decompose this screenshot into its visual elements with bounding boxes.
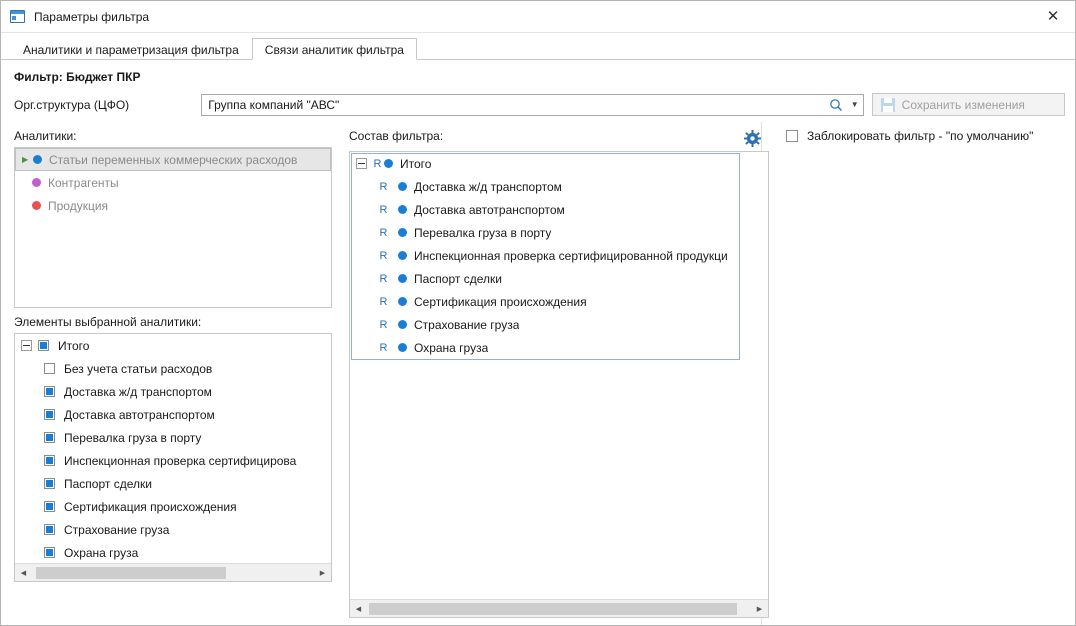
left-column	[14, 122, 332, 625]
elements-root-label: Итого	[58, 338, 90, 353]
save-disk-icon	[881, 98, 895, 112]
save-button-label: Сохранить изменения	[901, 97, 1025, 112]
composition-bullet-icon	[398, 343, 407, 352]
title-bar	[1, 1, 1075, 33]
list-item[interactable]	[15, 518, 331, 541]
composition-root-label: Итого	[400, 156, 432, 171]
composition-item-label: Доставка ж/д транспортом	[414, 179, 562, 194]
composition-item-label: Сертификация происхождения	[414, 294, 587, 309]
window-title: Параметры фильтра	[34, 9, 150, 24]
element-checkbox[interactable]	[44, 409, 55, 420]
element-checkbox[interactable]	[44, 547, 55, 558]
composition-bullet-icon	[398, 297, 407, 306]
relation-flag: R	[373, 157, 382, 170]
element-label: Перевалка груза в порту	[64, 430, 202, 445]
close-icon[interactable]: ✕	[1046, 8, 1060, 25]
tab-analytics-parametrization[interactable]: Аналитики и параметризация фильтра	[23, 43, 239, 57]
relation-flag: R	[379, 226, 388, 239]
analytics-item-contractors[interactable]	[15, 171, 331, 194]
composition-item-label: Охрана груза	[414, 340, 489, 355]
elements-panel[interactable]	[14, 333, 332, 582]
tab-analytics-links[interactable]: Связи аналитик фильтра	[252, 38, 417, 60]
middle-column	[349, 122, 769, 625]
list-item[interactable]	[350, 336, 768, 359]
analytics-item-label: Статьи переменных коммерческих расходов	[49, 152, 298, 167]
list-item[interactable]	[15, 380, 331, 403]
composition-header	[349, 122, 769, 151]
lock-filter-label: Заблокировать фильтр - "по умолчанию"	[807, 129, 1034, 143]
composition-item-label: Страхование груза	[414, 317, 520, 332]
analytics-label: Аналитики:	[14, 129, 77, 143]
list-item[interactable]	[350, 244, 768, 267]
element-label: Доставка автотранспортом	[64, 407, 215, 422]
element-label: Инспекционная проверка сертифицирова	[64, 453, 297, 468]
lock-filter-option[interactable]	[786, 129, 1075, 143]
element-label: Страхование груза	[64, 522, 170, 537]
scroll-right-icon[interactable]: ▶	[314, 565, 331, 581]
list-item[interactable]	[15, 449, 331, 472]
list-item[interactable]	[350, 267, 768, 290]
list-item[interactable]	[15, 541, 331, 564]
composition-item-label: Перевалка груза в порту	[414, 225, 552, 240]
elements-root-checkbox[interactable]	[38, 340, 49, 351]
chevron-down-icon[interactable]: ▼	[850, 100, 859, 109]
scroll-thumb[interactable]	[369, 603, 737, 615]
element-label: Без учета статьи расходов	[64, 361, 213, 376]
composition-panel[interactable]	[349, 151, 769, 618]
org-structure-value[interactable]: Группа компаний "АВС"	[208, 97, 340, 112]
element-label: Паспорт сделки	[64, 476, 152, 491]
relation-flag: R	[379, 180, 388, 193]
element-checkbox[interactable]	[44, 478, 55, 489]
relation-flag: R	[379, 341, 388, 354]
main-content	[1, 122, 1075, 625]
scroll-thumb[interactable]	[36, 567, 226, 579]
element-checkbox[interactable]	[44, 432, 55, 443]
lock-filter-checkbox[interactable]	[786, 130, 798, 142]
list-item[interactable]	[15, 426, 331, 449]
elements-root-row[interactable]	[15, 334, 331, 357]
right-column	[786, 122, 1075, 625]
analytics-panel[interactable]	[14, 147, 332, 308]
composition-horizontal-scrollbar[interactable]	[350, 599, 768, 617]
scroll-track[interactable]	[367, 601, 751, 617]
composition-item-label: Доставка автотранспортом	[414, 202, 565, 217]
analytics-item-products[interactable]	[15, 194, 331, 217]
composition-bullet-icon	[398, 228, 407, 237]
analytics-bullet-icon	[33, 155, 42, 164]
composition-root-row[interactable]	[350, 152, 768, 175]
scroll-track[interactable]	[32, 565, 314, 581]
expand-arrow-icon[interactable]: ▶	[22, 155, 29, 164]
analytics-bullet-icon	[32, 201, 41, 210]
list-item[interactable]	[15, 403, 331, 426]
gear-icon[interactable]	[744, 130, 761, 147]
list-item[interactable]	[350, 175, 768, 198]
list-item[interactable]	[350, 313, 768, 336]
composition-label: Состав фильтра:	[349, 129, 444, 143]
scroll-left-icon[interactable]: ◀	[350, 601, 367, 617]
analytics-bullet-icon	[32, 178, 41, 187]
composition-bullet-icon	[384, 159, 393, 168]
relation-flag: R	[379, 272, 388, 285]
window-icon	[10, 10, 26, 24]
scroll-left-icon[interactable]: ◀	[15, 565, 32, 581]
org-structure-row	[1, 90, 1075, 122]
list-item[interactable]	[350, 198, 768, 221]
analytics-item-label: Контрагенты	[48, 175, 119, 190]
element-checkbox[interactable]	[44, 501, 55, 512]
relation-flag: R	[379, 318, 388, 331]
list-item[interactable]	[15, 495, 331, 518]
list-item[interactable]	[350, 290, 768, 313]
collapse-icon[interactable]	[356, 158, 367, 169]
composition-bullet-icon	[398, 274, 407, 283]
composition-bullet-icon	[398, 320, 407, 329]
list-item[interactable]	[15, 472, 331, 495]
org-structure-label: Орг.структура (ЦФО)	[14, 97, 130, 112]
element-checkbox[interactable]	[44, 386, 55, 397]
list-item[interactable]	[350, 221, 768, 244]
relation-flag: R	[379, 249, 388, 262]
analytics-item-label: Продукция	[48, 198, 109, 213]
scroll-right-icon[interactable]: ▶	[751, 601, 768, 617]
tab-strip	[1, 33, 1075, 60]
relation-flag: R	[379, 203, 388, 216]
list-item[interactable]	[15, 357, 331, 380]
filter-caption: Фильтр: Бюджет ПКР	[14, 70, 141, 84]
elements-label: Элементы выбранной аналитики:	[14, 315, 202, 329]
element-label: Доставка ж/д транспортом	[64, 384, 212, 399]
search-icon[interactable]	[825, 98, 847, 112]
element-label: Сертификация происхождения	[64, 499, 237, 514]
collapse-icon[interactable]	[21, 340, 32, 351]
element-checkbox[interactable]	[44, 455, 55, 466]
save-button[interactable]	[872, 93, 1065, 116]
element-label: Охрана груза	[64, 545, 139, 560]
elements-horizontal-scrollbar[interactable]	[15, 563, 331, 581]
analytics-item-variable-costs[interactable]	[15, 148, 331, 171]
org-structure-combo[interactable]	[201, 94, 863, 116]
composition-item-label: Инспекционная проверка сертифицированной продукци	[414, 248, 728, 263]
composition-bullet-icon	[398, 205, 407, 214]
composition-bullet-icon	[398, 251, 407, 260]
element-checkbox[interactable]	[44, 524, 55, 535]
composition-item-label: Паспорт сделки	[414, 271, 502, 286]
element-checkbox[interactable]	[44, 363, 55, 374]
relation-flag: R	[379, 295, 388, 308]
composition-bullet-icon	[398, 182, 407, 191]
